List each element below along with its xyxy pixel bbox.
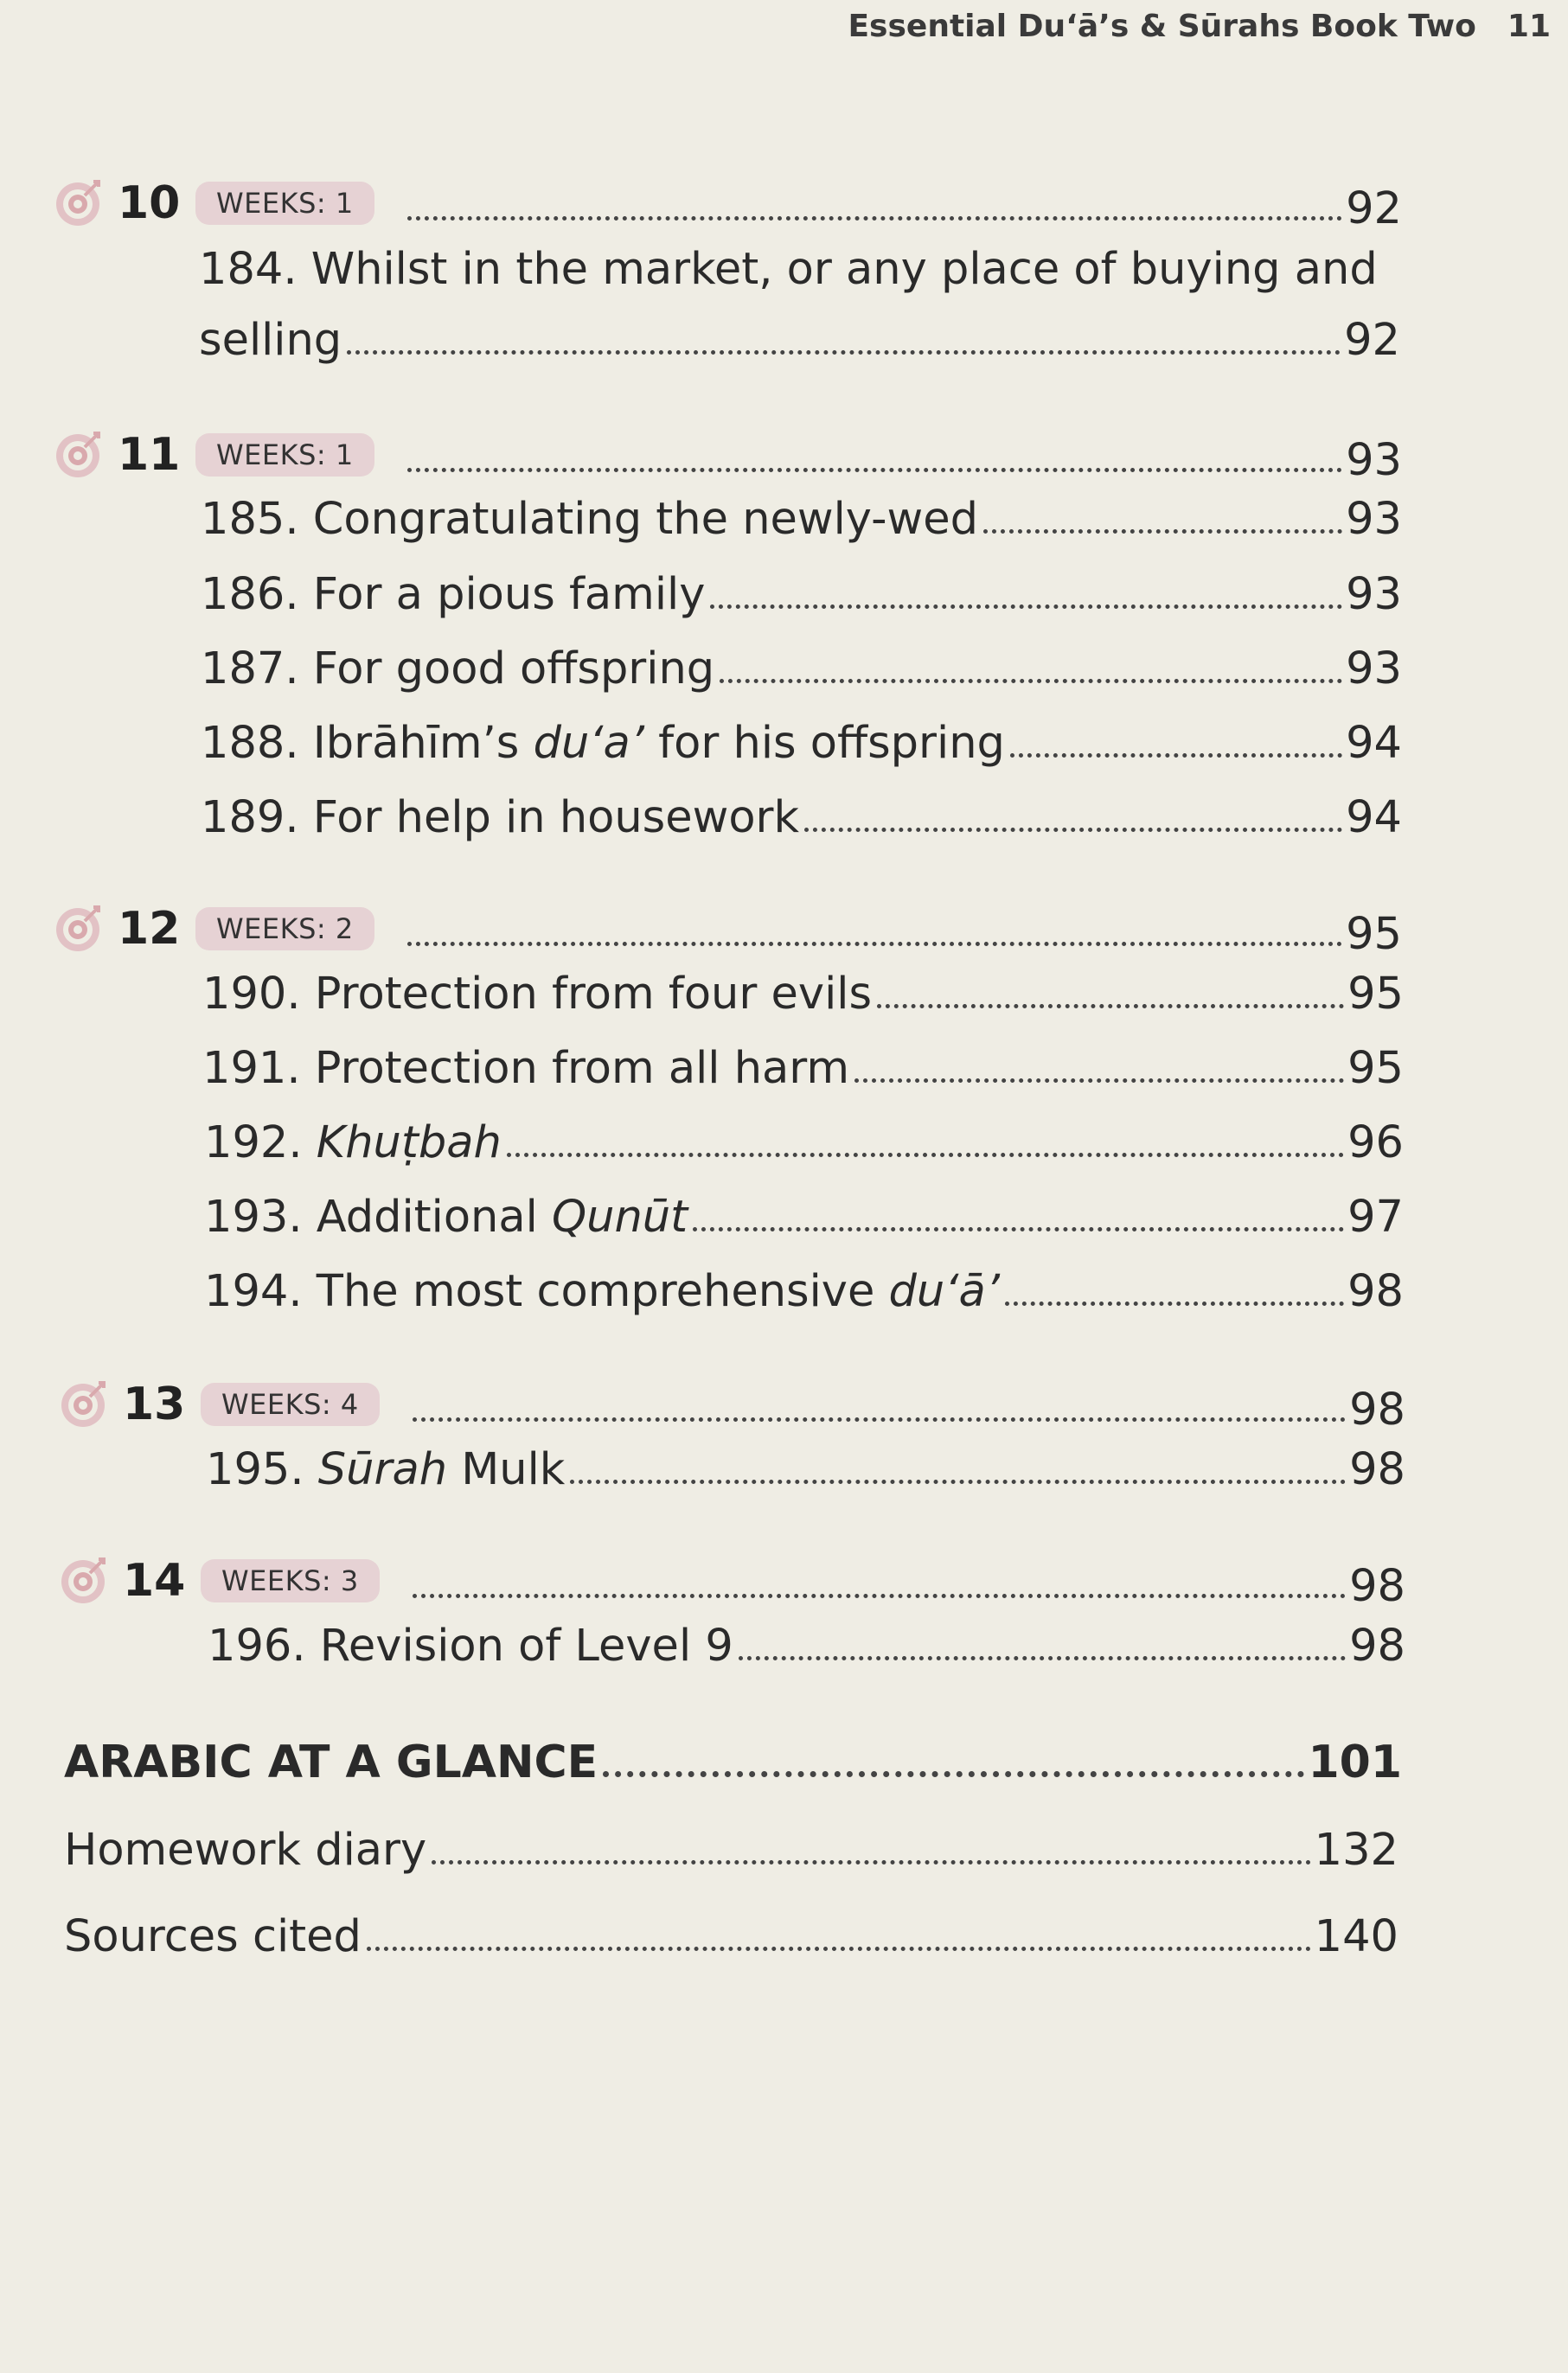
entry-193[interactable]	[204, 1192, 1404, 1243]
week-12-row[interactable]	[54, 898, 1402, 960]
dot-leader	[1005, 1302, 1344, 1306]
entry-italic: Khuṭbah	[316, 1117, 502, 1168]
dot-leader	[1010, 753, 1342, 758]
entry-title: 191. Protection from all harm	[202, 1043, 850, 1094]
page-ref: 92	[1346, 183, 1402, 234]
entry-196[interactable]	[208, 1621, 1405, 1672]
dot-leader	[570, 1480, 1346, 1484]
week-10-row[interactable]	[54, 172, 1402, 234]
week-number: 10	[118, 177, 181, 229]
entry-title	[204, 1266, 1000, 1317]
entry-text: for his offspring	[643, 718, 1005, 769]
entry-title	[204, 1192, 688, 1243]
page-ref: 94	[1346, 718, 1402, 769]
page-ref: 101	[1308, 1737, 1402, 1788]
target-icon	[59, 1379, 109, 1430]
entry-italic: Qunūt	[552, 1192, 688, 1243]
week-11-row[interactable]	[54, 424, 1402, 486]
entry-190[interactable]	[202, 969, 1404, 1020]
page-ref: 98	[1347, 1266, 1404, 1317]
dot-leader	[407, 216, 1342, 221]
dot-leader	[739, 1656, 1346, 1660]
entry-text: 193. Additional	[204, 1192, 552, 1243]
week-number: 12	[118, 903, 181, 955]
entry-italic: Sūrah	[317, 1444, 448, 1495]
page-ref: 92	[1344, 315, 1400, 366]
page-ref: 132	[1314, 1825, 1398, 1876]
entry-text: 194. The most comprehensive	[204, 1266, 889, 1317]
page-ref: 96	[1347, 1117, 1404, 1168]
entry-title: 186. For a pious family	[201, 569, 706, 620]
entry-title: 187. For good offspring	[201, 643, 715, 694]
page-ref: 93	[1346, 643, 1402, 694]
entry-187[interactable]	[201, 643, 1402, 694]
dot-leader	[983, 529, 1342, 534]
dot-leader	[367, 1947, 1311, 1951]
entry-homework-diary[interactable]	[64, 1825, 1398, 1876]
weeks-badge: WEEKS: 2	[195, 907, 374, 950]
book-title: Essential Du‘ā’s & Sūrahs Book Two	[848, 9, 1476, 44]
entry-191[interactable]	[202, 1043, 1404, 1094]
dot-leader	[413, 1417, 1346, 1422]
entry-text: 195.	[206, 1444, 318, 1495]
page-ref: 95	[1346, 909, 1402, 960]
weeks-badge: WEEKS: 1	[195, 182, 374, 225]
target-icon	[59, 1556, 109, 1606]
week-number: 14	[123, 1555, 186, 1607]
entry-title: Sources cited	[64, 1911, 362, 1962]
entry-title: selling	[199, 315, 342, 366]
dot-leader	[710, 604, 1342, 609]
entry-195[interactable]	[206, 1444, 1405, 1495]
entry-192[interactable]	[204, 1117, 1404, 1168]
page-ref: 94	[1346, 792, 1402, 843]
entry-184-line1[interactable]: 184. Whilst in the market, or any place of buying and	[199, 244, 1378, 295]
page-ref: 93	[1346, 569, 1402, 620]
entry-186[interactable]	[201, 569, 1402, 620]
entry-text: 188. Ibrāhīm’s	[201, 718, 534, 769]
entry-title: 196. Revision of Level 9	[208, 1621, 733, 1672]
entry-title: 185. Congratulating the newly-wed	[201, 494, 978, 545]
entry-title: Homework diary	[64, 1825, 427, 1876]
target-icon	[54, 430, 104, 480]
page-number: 11	[1507, 9, 1551, 44]
week-number: 13	[123, 1378, 186, 1430]
entry-title: 190. Protection from four evils	[202, 969, 873, 1020]
page-ref: 93	[1346, 435, 1402, 486]
dot-leader	[877, 1004, 1344, 1008]
running-header	[848, 9, 1551, 44]
entry-188[interactable]	[201, 718, 1402, 769]
week-number: 11	[118, 429, 181, 481]
entry-title: 189. For help in housework	[201, 792, 800, 843]
target-icon	[54, 178, 104, 228]
weeks-badge: WEEKS: 1	[195, 433, 374, 477]
dot-leader	[407, 942, 1342, 946]
dot-leader	[432, 1860, 1310, 1864]
page-ref: 97	[1347, 1192, 1404, 1243]
entry-italic: du‘a’	[533, 718, 644, 769]
section-arabic-at-a-glance[interactable]	[64, 1737, 1402, 1788]
page-ref: 95	[1347, 969, 1404, 1020]
dot-leader	[407, 468, 1342, 472]
entry-194[interactable]	[204, 1266, 1404, 1317]
entry-title	[206, 1444, 566, 1495]
entry-title	[204, 1117, 502, 1168]
week-14-row[interactable]	[59, 1550, 1405, 1612]
week-13-row[interactable]	[59, 1373, 1405, 1436]
dot-leader	[413, 1594, 1346, 1598]
dot-leader	[507, 1153, 1344, 1157]
weeks-badge: WEEKS: 3	[201, 1559, 380, 1602]
dot-leader	[347, 350, 1341, 355]
entry-title	[201, 718, 1005, 769]
target-icon	[54, 904, 104, 954]
weeks-badge: WEEKS: 4	[201, 1383, 380, 1426]
entry-189[interactable]	[201, 792, 1402, 843]
dot-leader	[804, 828, 1342, 832]
page-ref: 140	[1314, 1911, 1398, 1962]
entry-sources-cited[interactable]	[64, 1911, 1398, 1962]
entry-text: 192.	[204, 1117, 317, 1168]
dot-leader	[693, 1227, 1344, 1231]
entry-185[interactable]	[201, 494, 1402, 545]
page-ref: 98	[1349, 1561, 1405, 1612]
entry-184[interactable]	[199, 315, 1400, 366]
page-ref: 98	[1349, 1385, 1405, 1436]
page-ref: 95	[1347, 1043, 1404, 1094]
dot-leader	[720, 679, 1342, 683]
entry-italic: du‘ā’	[888, 1266, 1000, 1317]
page-ref: 93	[1346, 494, 1402, 545]
page-ref: 98	[1349, 1621, 1405, 1672]
page-ref: 98	[1349, 1444, 1405, 1495]
dot-leader	[603, 1771, 1304, 1777]
entry-text: Mulk	[447, 1444, 566, 1495]
entry-title: ARABIC AT A GLANCE	[64, 1737, 598, 1788]
dot-leader	[854, 1078, 1344, 1083]
